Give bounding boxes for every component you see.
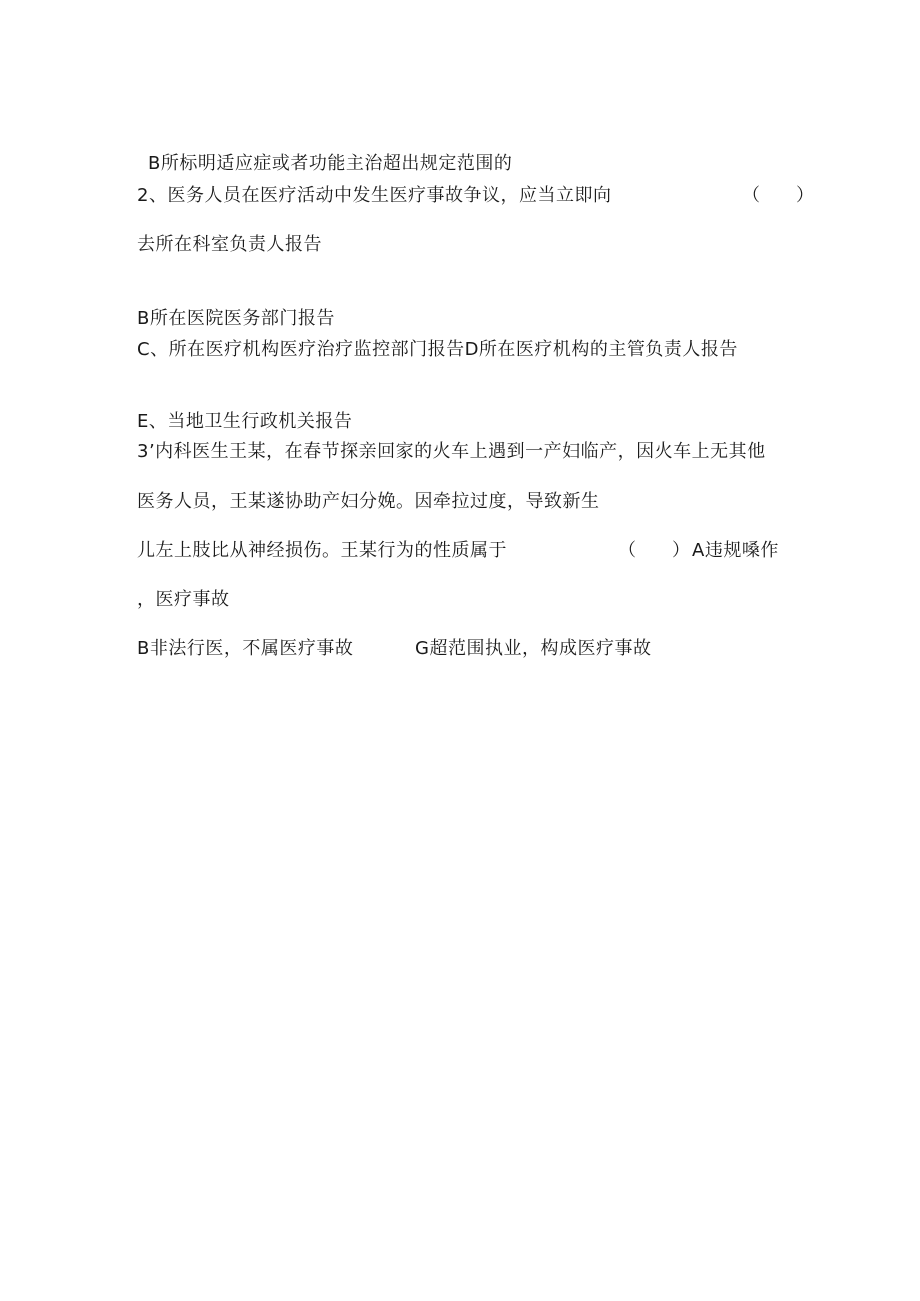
question-3-option-b: B非法行医，不属医疗事故 [137, 638, 354, 659]
question-3-option-c: G超范围执业，构成医疗事故 [415, 638, 652, 659]
question-3-option-a-start: A违规嗓作 [692, 540, 779, 561]
question-3-stem-line-3: 儿左上肢比从神经损伤。王某行为的性质属于 [137, 540, 507, 561]
question-3-stem-line-1: 3’内科医生王某，在春节探亲回家的火车上遇到一产妇临产，因火车上无其他 [137, 441, 766, 462]
answer-blank-q2: （ ） [742, 185, 814, 206]
question-3-option-a-end: ，医疗事故 [137, 589, 230, 610]
question-2-option-c-d: C、所在医疗机构医疗治疗监控部门报告D所在医疗机构的主管负责人报告 [137, 339, 738, 360]
question-2-stem: 2、医务人员在医疗活动中发生医疗事故争议，应当立即向 [137, 185, 612, 206]
answer-blank-q3: （ ） [618, 540, 690, 561]
question-2-option-e: E、当地卫生行政机关报告 [137, 411, 353, 432]
question-2-option-a: 去所在科室负责人报告 [137, 234, 322, 255]
option-b-line: B所标明适应症或者功能主治超出规定范围的 [148, 153, 513, 174]
question-3-stem-line-2: 医务人员，王某遂协助产妇分娩。因牵拉过度，导致新生 [137, 491, 600, 512]
question-2-option-b: B所在医院医务部门报告 [137, 308, 335, 329]
